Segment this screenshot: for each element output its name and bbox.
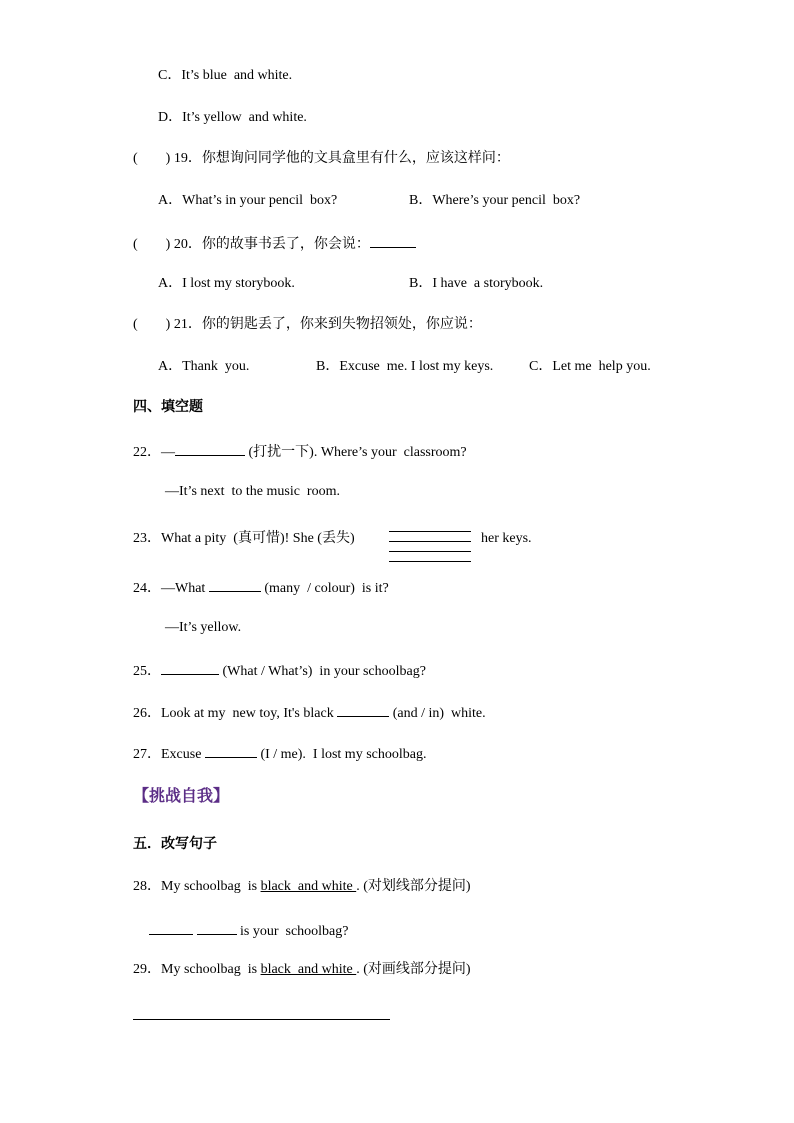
q28-instruction: . (对划线部分提问) [356,879,471,894]
question-24 [133,577,389,598]
section-4-title: 四、填空题 [133,400,203,415]
q22-reply: —It’s next to the music room. [165,484,340,499]
q28-answer-text: is your schoolbag? [236,924,349,939]
answer-blank[interactable] [161,660,219,675]
q28-text: 28．My schoolbag is [133,879,261,894]
answer-blank[interactable] [209,577,261,592]
q21-option-a: A．Thank you. [158,359,250,374]
q19-option-a: A．What’s in your pencil box? [158,193,338,208]
option-d: D．It’s yellow and white. [158,110,307,125]
answer-lines[interactable] [389,522,471,562]
q28-answer-line [149,920,348,941]
question-27 [133,743,426,764]
answer-blank[interactable] [370,233,416,248]
q29-text: 29．My schoolbag is [133,962,261,977]
q20-text: ( ) 20．你的故事书丢了，你会说： [133,237,370,252]
answer-blank[interactable] [337,702,389,717]
q28-underlined: black and white [260,879,357,894]
q20-option-a: A．I lost my storybook. [158,276,295,291]
question-28 [133,878,471,896]
question-19: ( ) 19．你想询问同学他的文具盒里有什么，应该这样问： [133,151,510,166]
q21-option-b: B．Excuse me. I lost my keys. [316,359,494,374]
q27-text: 27．Excuse [133,747,205,762]
q22-text: (打扰一下). Where’s your classroom? [245,445,467,460]
section-5-title: 五．改写句子 [133,837,217,852]
answer-blank[interactable] [149,920,193,935]
q19-option-b: B．Where’s your pencil box? [409,193,581,208]
q22-num: 22．— [133,445,175,460]
q29-answer-line[interactable] [133,1019,390,1020]
question-29 [133,961,471,979]
answer-blank[interactable] [175,441,245,456]
q24-reply: —It’s yellow. [165,620,242,635]
q29-underlined: black and white [260,962,357,977]
q29-instruction: . (对画线部分提问) [356,962,471,977]
q27-options: (I / me). I lost my schoolbag. [256,747,427,762]
q25-text: (What / What’s) in your schoolbag? [219,664,426,679]
option-c: C．It’s blue and white. [158,68,293,83]
question-20 [133,233,416,254]
q25-num: 25． [133,664,161,679]
question-23: 23．What a pity (真可惜)! She (丢失) [133,531,355,546]
answer-blank[interactable] [205,743,257,758]
question-22 [133,441,467,462]
question-26 [133,702,486,723]
q21-option-c: C．Let me help you. [529,359,651,374]
question-25 [133,660,426,681]
q26-text: 26．Look at my new toy, It's black [133,706,338,721]
q24-text: 24．—What [133,581,209,596]
q26-options: (and / in) white. [389,706,486,721]
q20-option-b: B．I have a storybook. [409,276,544,291]
question-21: ( ) 21．你的钥匙丢了，你来到失物招领处，你应说： [133,317,482,332]
q23-text-end: her keys. [481,531,532,546]
q24-options: (many / colour) is it? [260,581,389,596]
answer-blank[interactable] [197,920,237,935]
challenge-heading: 【挑战自我】 [133,788,230,805]
